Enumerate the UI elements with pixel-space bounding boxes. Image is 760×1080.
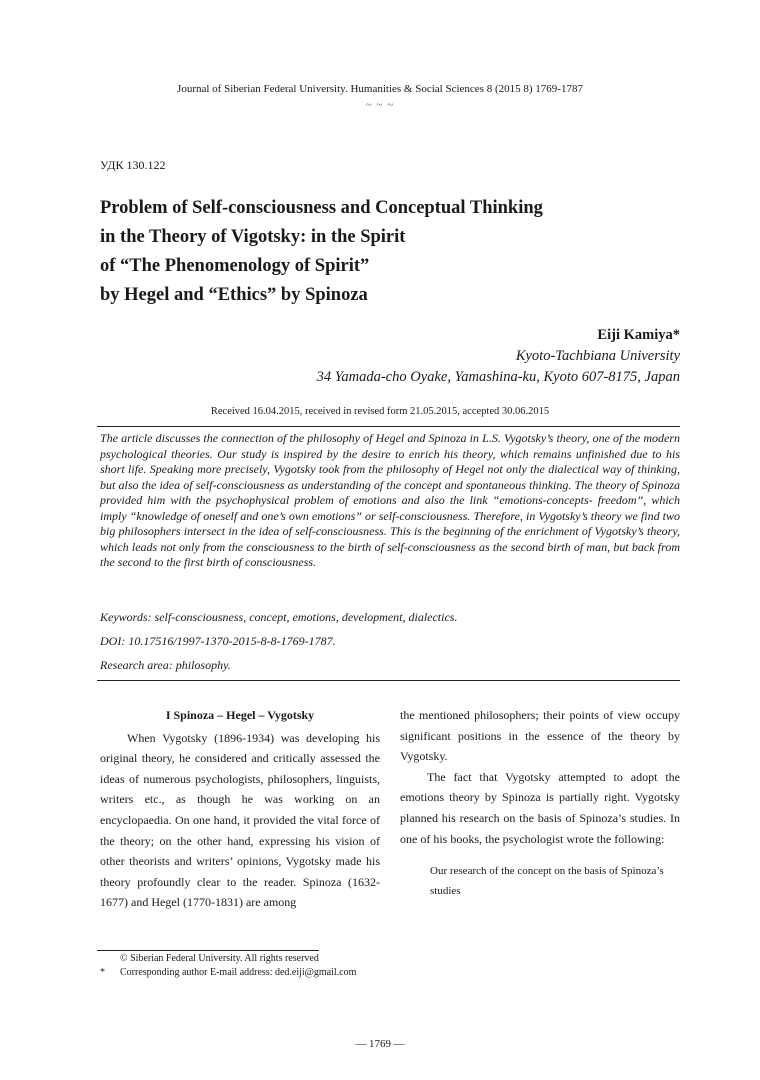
author-block	[317, 325, 680, 388]
journal-header: Journal of Siberian Federal University. Humanities & Social Sciences 8 (2015 8) 1769-1787	[177, 83, 583, 95]
corresponding-text: Corresponding author E-mail address: ded.eiji@gmail.com	[120, 967, 357, 978]
footnote-corresponding	[100, 967, 356, 978]
header-separator: ~ ~ ~	[365, 99, 395, 111]
keywords: Keywords: self-consciousness, concept, emotions, development, dialectics.	[100, 610, 458, 624]
title-line: in the Theory of Vigotsky: in the Spirit	[100, 227, 406, 247]
abstract-top-rule	[97, 426, 680, 427]
footnote-copyright	[100, 953, 319, 964]
abstract: The article discusses the connection of the philosophy of Hegel and Spinoza in L.S. Vygotsky’s theory, one of the modern psychological theories. Our study is inspired by the desire to enrich his theory, which remains unfinished due to his short life. Speaking more precisely, Vygotsky took from the philosophy of Hegel not only the dialectical way of thinking, but also the idea of self-consciousness as understanding of the concept and spontaneous thinking. The theory of Spinoza provided him with the psychophysical problem of emotions and also the link “emotions-concepts- freedom”, which imply “knowledge of oneself and one’s own emotions” or self-consciousness. Therefore, in Vygotsky’s theory we find two big philosophers intersect in the idea of self-consciousness. This is the beginning of the enrichment of Vygotsky’s theory, which leads not only from the consciousness to the birth of self-consciousness as the second birth of man, but back from the second to the first birth of consciousness.	[100, 431, 680, 569]
udk-code: УДК 130.122	[100, 158, 166, 172]
footnote-mark: *	[100, 967, 105, 978]
body-paragraph: the mentioned philosophers; their points of view occupy significant positions in the essence of the theory by Vygotsky.	[400, 708, 680, 764]
section-heading: I Spinoza – Hegel – Vygotsky	[165, 708, 315, 722]
body-column-left	[100, 705, 380, 913]
title-line: of “The Phenomenology of Spirit”	[100, 256, 370, 276]
body-paragraph: When Vygotsky (1896-1934) was developing his original theory, he considered and critically assessed the ideas of numerous psychologists, philosophers, linguists, writers etc., as though he was working on an encyclopaedia. On one hand, it provided the vital force of the theory; on the other hand, expressing his vision of other theorists and writers’ opinions, Vygotsky made his theory profoundly clear to the reader. Spinoza (1632-1677) and Hegel (1770-1831) are among	[100, 730, 380, 910]
copyright-text: © Siberian Federal University. All rights reserved	[120, 953, 319, 964]
block-quote: Our research of the concept on the basis of Spinoza’s studies	[430, 865, 664, 898]
received-dates: Received 16.04.2015, received in revised form 21.05.2015, accepted 30.06.2015	[210, 406, 550, 417]
title-line: Problem of Self-consciousness and Conceptual Thinking	[100, 198, 543, 218]
footnote-rule	[97, 950, 319, 951]
article-title	[100, 194, 660, 310]
page-number: — 1769 —	[355, 1038, 405, 1050]
author-name: Eiji Kamiya*	[597, 327, 680, 343]
body-paragraph: The fact that Vygotsky attempted to adopt the emotions theory by Spinoza is partially right. Vygotsky planned his research on the basis of Spinoza’s studies. In one of his books, the psychologist wrote the following:	[400, 769, 680, 846]
author-affiliation: Kyoto-Tachbiana University	[515, 348, 680, 364]
doi: DOI: 10.17516/1997-1370-2015-8-8-1769-1787.	[100, 634, 336, 648]
abstract-bottom-rule	[97, 680, 680, 681]
research-area: Research area: philosophy.	[100, 658, 231, 672]
body-column-right	[400, 705, 680, 901]
title-line: by Hegel and “Ethics” by Spinoza	[100, 285, 368, 305]
author-address: 34 Yamada-cho Oyake, Yamashina-ku, Kyoto 607-8175, Japan	[316, 369, 680, 385]
